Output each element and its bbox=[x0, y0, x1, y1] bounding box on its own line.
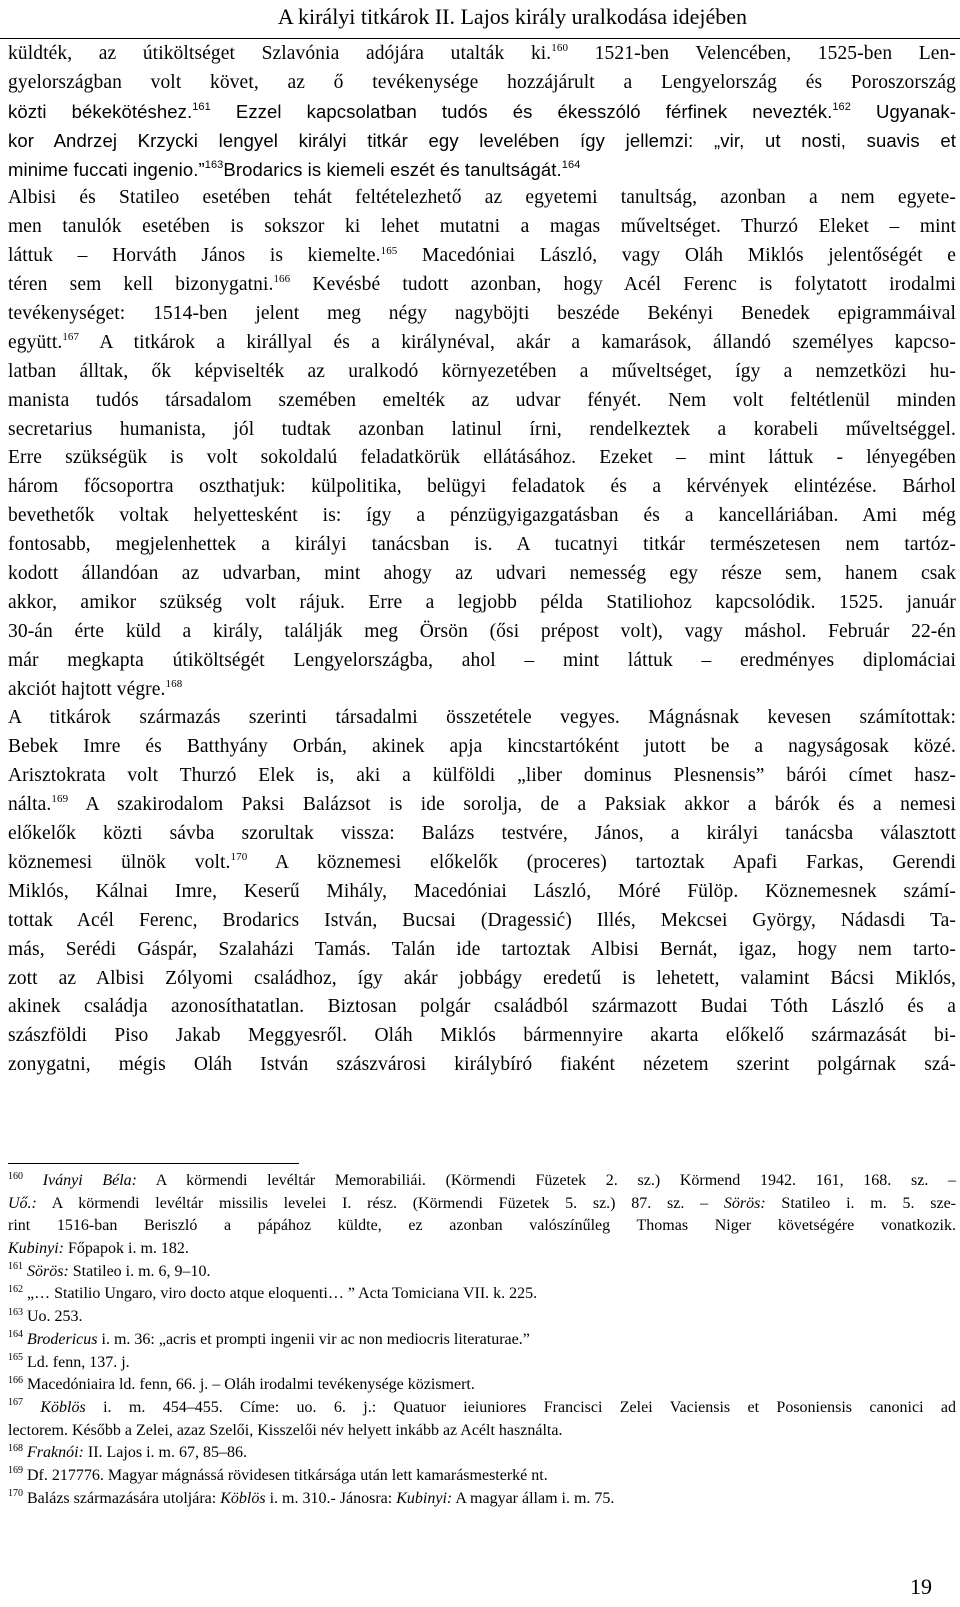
body-line: bevethetők voltak helyettesként is: így a pénzügyigazgatásban és a kancelláriában. Ami még bbox=[8, 505, 956, 527]
footnote: $^{164}$ Brodericus i. m. 36: „acris et prompti ingenii vir ac non mediocris literaturae.” bbox=[8, 1329, 530, 1348]
running-header bbox=[0, 0, 960, 39]
footnote-ref: 161 bbox=[192, 101, 211, 114]
body-line: küldték, az útiköltséget Szlavónia adójára utalták ki.$^{160}$ 1521-ben Velencében, 1525-ben Len- bbox=[8, 42, 956, 64]
footnote-ref: 166 bbox=[273, 273, 291, 286]
footnote-continuation: lectorem. Később a Zelei, azaz Szelői, Kisszelői név helyett inkább az Acélt használta. bbox=[8, 1421, 563, 1439]
body-line: manista tudós társadalom szemében emelték az udvar fényét. Nem volt feltétlenül minden bbox=[8, 389, 956, 411]
body-line: már megkapta útiköltségét Lengyelországba, ahol – mint láttuk – eredményes diplomáciai bbox=[8, 649, 956, 671]
body-line: akkor, amikor szükség volt rájuk. Erre a legjobb példa Statiliohoz kapcsolódik. 1525. január bbox=[8, 591, 956, 613]
body-line: láttuk – Horváth János is kiemelte.$^{165}$ Macedóniai László, vagy Oláh Miklós jelentőségét e bbox=[8, 244, 957, 267]
body-line: Arisztokrata volt Thurzó Elek is, aki a külföldi „liber dominus Plesnensis” bárói címet hasz- bbox=[8, 765, 956, 787]
body-line: tevékenységet: 1514-ben jelent meg négy nagyböjti beszéde Bekényi Benedek epigrammáival bbox=[8, 303, 956, 325]
body-line: A titkárok származás szerinti társadalmi összetétele vegyes. Mágnásnak kevesen számítottak: bbox=[8, 707, 956, 729]
footnote: $^{167}$ Köblös i. m. 454–455. Címe: uo. 6. j.: Quatuor ieiuniores Francisci Zelei Vaciensis et Posoniensis canonici ad bbox=[8, 1397, 957, 1416]
body-line: tottak Acél Ferenc, Brodarics István, Bucsai (Dragessić) Illés, Mekcsei György, Nádasdi Ta- bbox=[8, 909, 956, 931]
body-line: nálta.$^{169}$ A szakirodalom Paksi Balázsot is ide sorolja, de a Paksiak akkor a bárók és a nemesi bbox=[8, 793, 956, 816]
footnote-ref: 169 bbox=[51, 793, 69, 806]
body-line: latban álltak, ők képviselték az uralkodó környezetében a műveltséget, így a nemzetközi hu- bbox=[8, 360, 956, 382]
body-line: három főcsoportra oszthatjuk: külpolitika, belügyi feladatok és a kérvények elintézése. Bárhol bbox=[8, 476, 956, 498]
body-line: Bebek Imre és Batthyány Orbán, akinek apja kincstartóként jutott be a nagyságosak közé. bbox=[8, 736, 956, 758]
header-title: A királyi titkárok II. Lajos király uralkodása idejében bbox=[277, 4, 747, 29]
footnote-continuation: Uő.: A körmendi levéltár missilis levelei I. rész. (Körmendi Füzetek 5. sz.) 87. sz. – Sörös: Statileo i. m. 5. sze- bbox=[8, 1194, 957, 1212]
footnote: $^{165}$ Ld. fenn, 137. j. bbox=[8, 1352, 130, 1371]
body-line: fontosabb, megjelenhettek a királyi tanácsban is. A tucatnyi titkár természetesen nem tartóz- bbox=[8, 534, 956, 556]
body-line: 30-án érte küld a király, találják meg Örsön (ősi prépost volt), vagy máshol. Február 22-én bbox=[8, 620, 956, 642]
footnote-divider bbox=[8, 1163, 299, 1164]
body-line: gyelországban volt követ, az ő tevékenysége hozzájárult a Lengyelország és Poroszország bbox=[8, 71, 956, 93]
body-line: akinek családja azonosíthatatlan. Biztosan polgár családból származott Budai Tóth László és a bbox=[8, 996, 956, 1018]
body-line: kodott állandóan az udvarban, mint ahogy az udvari nemesség egy része sem, hanem csak bbox=[8, 563, 956, 585]
body-line: akciót hajtott végre.$^{168}$ bbox=[8, 677, 183, 700]
page-number: 19 bbox=[910, 1574, 932, 1599]
footnote: $^{160}$ Iványi Béla: A körmendi levéltár Memorabiliái. (Körmendi Füzetek 2. sz.) Körmend 1942. 161, 168. sz. – bbox=[8, 1170, 956, 1189]
footnote-ref: 168 bbox=[165, 677, 183, 690]
footnote: $^{169}$ Df. 217776. Magyar mágnássá rövidesen titkársága után lett kamarásmesterké nt. bbox=[8, 1465, 548, 1484]
footnote: $^{166}$ Macedóniaira ld. fenn, 66. j. – Oláh irodalmi tevékenysége közismert. bbox=[8, 1374, 475, 1394]
body-line: secretarius humanista, jól tudtak azonban latinul írni, rendelkeztek a korabeli műveltséggel. bbox=[8, 418, 956, 440]
body-line: Miklós, Kálnai Imre, Keserű Mihály, Macedóniai László, Móré Fülöp. Köznemesnek számí- bbox=[8, 880, 956, 902]
body-line: más, Serédi Gáspár, Szalaházi Tamás. Talán ide tartoztak Albisi Bernát, igaz, hogy nem tarto- bbox=[8, 938, 956, 960]
footnote: $^{163}$ Uo. 253. bbox=[8, 1306, 83, 1326]
body-line: Erre szükségük is volt sokoldalú feladatkörük ellátásához. Ezeket – mint láttuk - lényegében bbox=[8, 447, 956, 469]
footnote: $^{170}$ Balázs származására utoljára: Köblös i. m. 310.- Jánosra: Kubinyi: A magyar állam i. m. 75. bbox=[8, 1488, 615, 1507]
footnote-ref: 160 bbox=[551, 42, 569, 55]
body-line: téren sem kell bizonygatni.$^{166}$ Kevésbé tudott azonban, hogy Acél Ferenc is folytatott irodalmi bbox=[8, 273, 956, 296]
body-text bbox=[8, 40, 956, 1080]
footnote: $^{162}$ „… Statilio Ungaro, viro docto atque eloquenti… ” Acta Tomiciana VII. k. 225. bbox=[8, 1283, 538, 1303]
body-line: Albisi és Statileo esetében tehát feltételezhető az egyetemi tanultság, azonban a nem egyete- bbox=[8, 187, 956, 209]
footnote: $^{168}$ Fraknói: II. Lajos i. m. 67, 85–86. bbox=[8, 1442, 247, 1462]
footnote-ref: 170 bbox=[230, 851, 248, 864]
body-line: szászföldi Piso Jakab Meggyesről. Oláh Miklós bármennyire akarta előkelő származását bi- bbox=[8, 1025, 956, 1047]
body-line: előkelők közti sávba szorultak vissza: Balázs testvére, János, a királyi tanácsba választott bbox=[8, 823, 956, 845]
body-line: kor Andrzej Krzycki lengyel királyi titkár egy levelében így jellemzi: „vir, ut nosti, suavis et bbox=[8, 129, 956, 151]
body-line: zonygatni, mégis Oláh István szászvárosi királybíró fiaként nézetem szerint polgárnak szá- bbox=[8, 1054, 956, 1076]
footnote-ref: 167 bbox=[62, 331, 80, 344]
footnote-ref: 163 bbox=[204, 158, 224, 171]
footnote: $^{161}$ Sörös: Statileo i. m. 6, 9–10. bbox=[8, 1261, 211, 1280]
footnote-continuation: Kubinyi: Főpapok i. m. 182. bbox=[8, 1240, 189, 1258]
footnotes bbox=[8, 1170, 956, 1510]
body-line: együtt.$^{167}$ A titkárok a királlyal és a királynéval, akár a kamarások, állandó személyes kapcso- bbox=[8, 331, 956, 353]
footnote-ref: 162 bbox=[832, 101, 851, 114]
body-line: zott az Albisi Zólyomi családhoz, így akár jobbágy eredetű is lehetett, valamint Bácsi Miklós, bbox=[8, 967, 956, 989]
footnote-ref: 164 bbox=[561, 158, 581, 171]
footnote-ref: 165 bbox=[380, 244, 398, 257]
footnote-continuation: rint 1516-ban Beriszló a pápához küldte, ez azonban valószínűleg Thomas Niger követségére vonatkozik. bbox=[8, 1217, 956, 1235]
body-line: köznemesi ülnök volt.$^{170}$ A köznemesi előkelők (proceres) tartoztak Apafi Farkas, Gerendi bbox=[8, 851, 956, 873]
body-line: közti békekötéshez.$^{161}$ Ezzel kapcsolatban tudós és ékesszóló férfinek nevezték.$^{162}$ Ugyanak- bbox=[8, 100, 956, 122]
body-line: minime fuccati ingenio.”$^{163}$Brodarics is kiemeli eszét és tanultságát.$^{164}$ bbox=[8, 158, 581, 180]
body-line: men tanulók esetében is sokszor ki lehet mutatni a magas műveltséget. Thurzó Eleket – mint bbox=[8, 216, 956, 238]
